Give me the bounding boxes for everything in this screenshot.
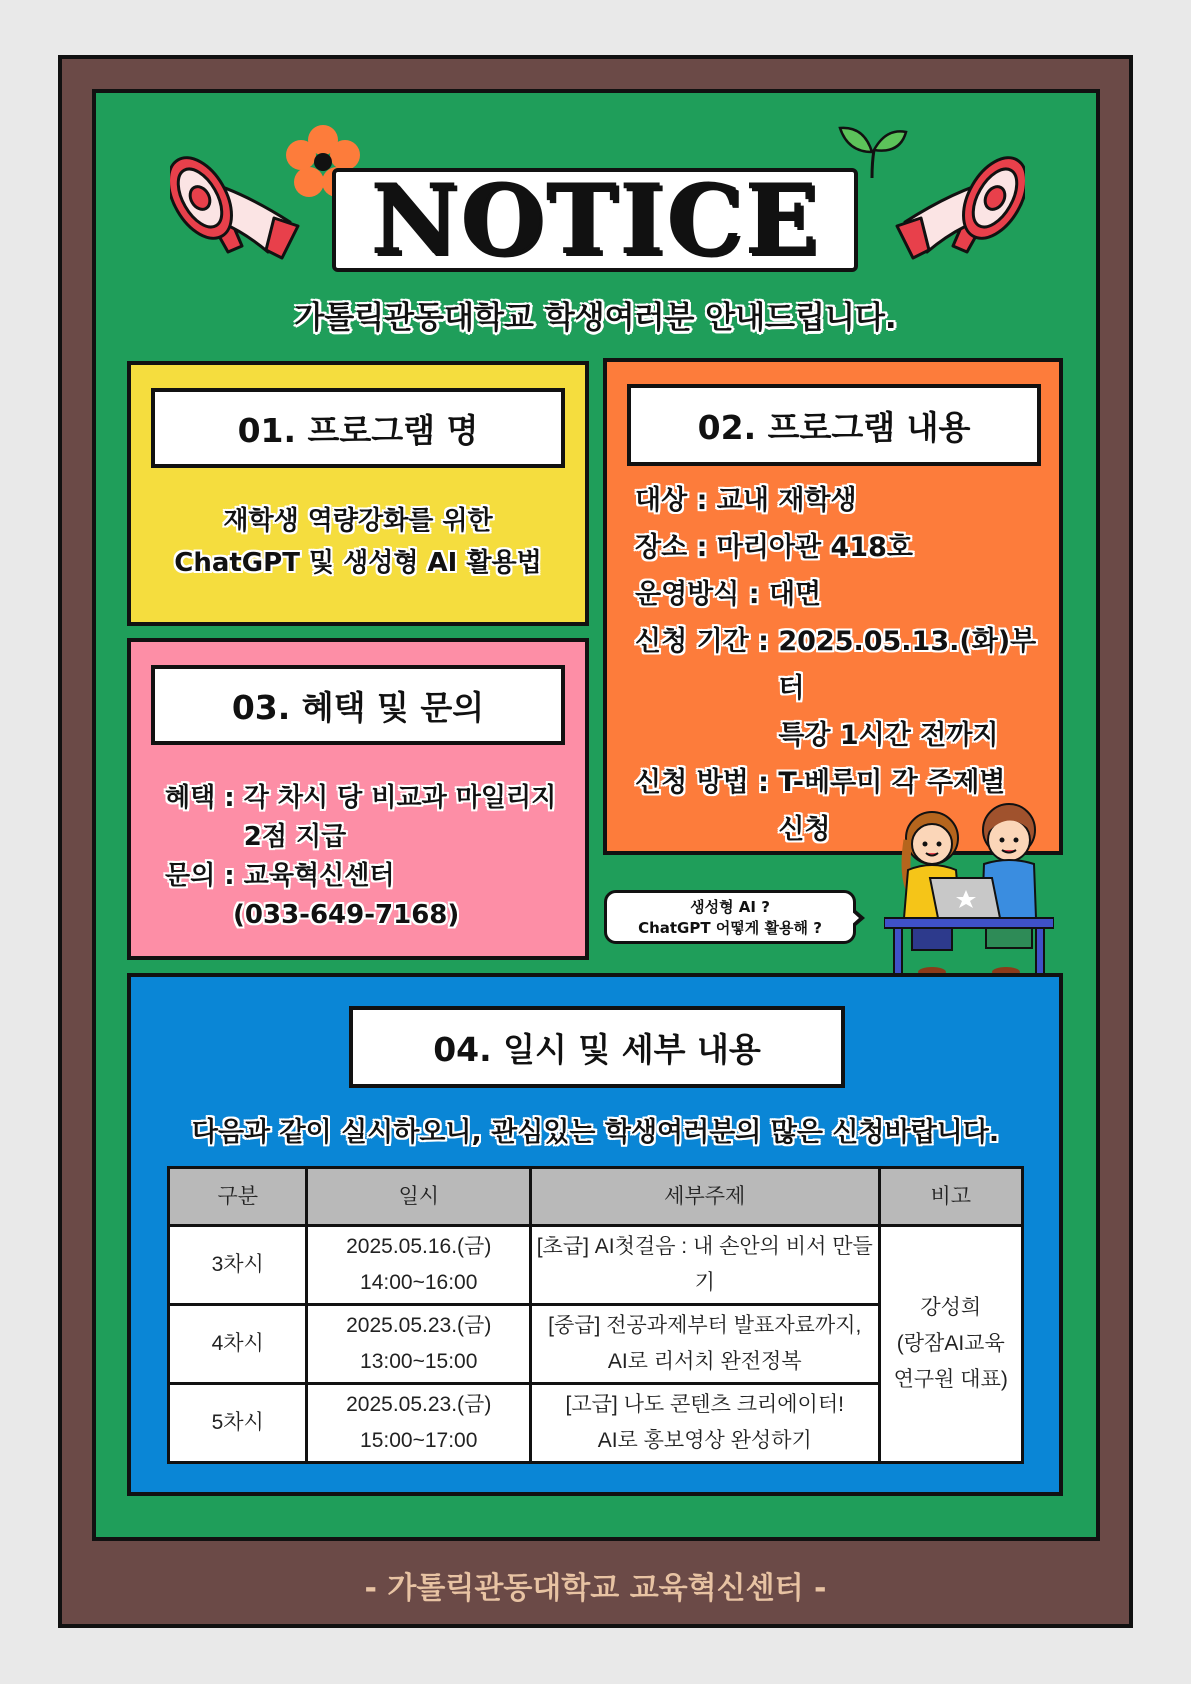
session-cell: 5차시 <box>169 1384 307 1463</box>
period-value-1: 2025.05.13.(화)부터 <box>778 626 1037 704</box>
time-text: 15:00~17:00 <box>360 1429 478 1452</box>
speech-bubble <box>604 890 856 944</box>
contact-value: 교육혁신센터 <box>243 861 395 891</box>
topic-text-2: AI로 홍보영상 완성하기 <box>597 1429 812 1452</box>
notice-title-box <box>332 163 858 276</box>
date-text: 2025.05.23.(금) <box>346 1314 492 1337</box>
footer-text: - 가톨릭관동대학교 교육혁신센터 - <box>364 1571 827 1606</box>
target-key: 대상 : <box>635 485 717 516</box>
method-value: 대면 <box>768 579 822 610</box>
topic-cell <box>530 1384 879 1463</box>
date-text: 2025.05.16.(금) <box>346 1235 492 1258</box>
table-header-row <box>169 1168 1023 1226</box>
topic-text: [중급] 전공과제부터 발표자료까지, <box>548 1314 862 1337</box>
contact-key: 문의 : <box>165 861 244 891</box>
note-line2: (랑잠AI교육 <box>896 1332 1005 1355</box>
program-name-line2: ChatGPT 및 생성형 AI 활용법 <box>174 548 542 578</box>
note-line1: 강성희 <box>920 1296 982 1319</box>
topic-text-2: AI로 리서치 완전정복 <box>607 1350 802 1373</box>
benefit-panel <box>127 638 589 960</box>
benefit-value-1: 각 차시 당 비교과 마일리지 <box>243 783 557 813</box>
contact-phone: (033-649-7168) <box>233 900 460 930</box>
program-name-body <box>131 500 585 584</box>
header-datetime: 일시 <box>307 1168 531 1226</box>
datetime-cell <box>307 1384 531 1463</box>
program-name-label: 01. 프로그램 명 <box>151 388 565 468</box>
date-text: 2025.05.23.(금) <box>346 1393 492 1416</box>
benefit-key: 혜택 : <box>165 783 244 813</box>
notice-title: NOTICE <box>370 163 820 276</box>
apply-value-2: 신청 <box>778 814 831 845</box>
program-name-line1: 재학생 역량강화를 위한 <box>223 506 493 536</box>
apply-value-1: T-베루미 각 주제별 <box>778 767 1006 798</box>
megaphone-right-icon <box>885 140 1025 270</box>
header-topic: 세부주제 <box>530 1168 879 1226</box>
speech-line1: 생성형 AI ? <box>690 898 770 916</box>
benefit-body <box>165 779 556 935</box>
datetime-cell <box>307 1305 531 1384</box>
topic-text: [고급] 나도 콘텐츠 크리에이터! <box>565 1393 844 1416</box>
program-content-label: 02. 프로그램 내용 <box>627 384 1041 466</box>
program-content-panel <box>603 358 1063 855</box>
benefit-label: 03. 혜택 및 문의 <box>151 665 565 745</box>
period-value-2: 특강 1시간 전까지 <box>778 720 999 751</box>
apply-key: 신청 방법 : <box>635 767 779 798</box>
schedule-label: 04. 일시 및 세부 내용 <box>349 1006 845 1088</box>
period-key: 신청 기간 : <box>635 626 779 657</box>
session-cell: 4차시 <box>169 1305 307 1384</box>
topic-cell <box>530 1226 879 1305</box>
note-line3: 연구원 대표) <box>893 1368 1008 1391</box>
table-row <box>169 1226 1023 1305</box>
note-cell <box>879 1226 1023 1463</box>
program-content-body <box>635 477 1059 853</box>
notice-subtitle: 가톨릭관동대학교 학생여러분 안내드립니다. <box>294 300 897 336</box>
schedule-intro: 다음과 같이 실시하오니, 관심있는 학생여러분의 많은 신청바랍니다. <box>191 1117 1000 1148</box>
header-note: 비고 <box>879 1168 1023 1226</box>
program-name-panel <box>127 361 589 626</box>
topic-text: [초급] AI첫걸음 : 내 손안의 비서 만들기 <box>536 1235 873 1294</box>
target-value: 교내 재학생 <box>716 485 857 516</box>
time-text: 14:00~16:00 <box>360 1271 478 1294</box>
topic-cell <box>530 1305 879 1384</box>
speech-line2: ChatGPT 어떻게 활용해 ? <box>638 919 822 937</box>
schedule-table <box>167 1166 1024 1464</box>
header-session: 구분 <box>169 1168 307 1226</box>
benefit-value-2: 2점 지급 <box>243 822 347 852</box>
speech-bubble-tail-inner <box>849 909 859 927</box>
students-laptop-illustration <box>884 800 1054 980</box>
session-cell: 3차시 <box>169 1226 307 1305</box>
method-key: 운영방식 : <box>635 579 769 610</box>
datetime-cell <box>307 1226 531 1305</box>
time-text: 13:00~15:00 <box>360 1350 478 1373</box>
place-key: 장소 : <box>635 532 717 563</box>
place-value: 마리아관 418호 <box>716 532 913 563</box>
